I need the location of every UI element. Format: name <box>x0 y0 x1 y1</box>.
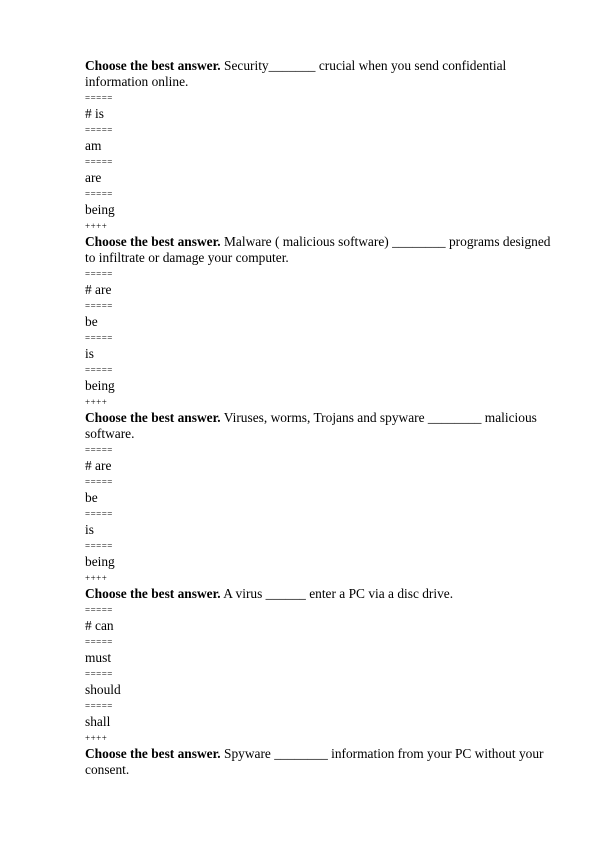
answer-option: being <box>85 378 115 393</box>
option-separator: ===== <box>85 701 113 711</box>
option-separator: ===== <box>85 541 113 551</box>
question-prefix: Choose the best answer. <box>85 586 221 601</box>
question-text: Security_______ crucial when you send confidential information online. <box>85 58 507 89</box>
question-terminator: ++++ <box>85 221 108 231</box>
answer-option: shall <box>85 714 111 729</box>
question-terminator: ++++ <box>85 573 108 583</box>
question-4 <box>85 586 555 602</box>
option-separator: ===== <box>85 637 113 647</box>
question-terminator: ++++ <box>85 733 108 743</box>
answer-option: be <box>85 490 98 505</box>
question-text: Spyware ________ information from your PC without your consent. <box>85 746 544 777</box>
option-separator: ===== <box>85 477 113 487</box>
answer-option: should <box>85 682 121 697</box>
option-separator: ===== <box>85 333 113 343</box>
question-prefix: Choose the best answer. <box>85 410 221 425</box>
option-separator: ===== <box>85 669 113 679</box>
option-separator: ===== <box>85 189 113 199</box>
option-separator: ===== <box>85 93 113 103</box>
question-text: Viruses, worms, Trojans and spyware ________ malicious software. <box>85 410 537 441</box>
question-text: Malware ( malicious software) ________ programs designed to infiltrate or damage your computer. <box>85 234 551 265</box>
option-separator: ===== <box>85 157 113 167</box>
question-5 <box>85 746 555 778</box>
answer-option: is <box>85 346 94 361</box>
question-prefix: Choose the best answer. <box>85 234 221 249</box>
option-separator: ===== <box>85 605 113 615</box>
option-separator: ===== <box>85 509 113 519</box>
option-separator: ===== <box>85 125 113 135</box>
question-3 <box>85 410 555 442</box>
option-separator: ===== <box>85 269 113 279</box>
question-2 <box>85 234 555 266</box>
answer-option: be <box>85 314 98 329</box>
correct-answer-option: # can <box>85 618 114 633</box>
answer-option: are <box>85 170 102 185</box>
option-separator: ===== <box>85 301 113 311</box>
correct-answer-option: # are <box>85 458 112 473</box>
correct-answer-option: # are <box>85 282 112 297</box>
correct-answer-option: # is <box>85 106 104 121</box>
question-prefix: Choose the best answer. <box>85 58 221 73</box>
answer-option: am <box>85 138 102 153</box>
question-1 <box>85 58 555 90</box>
question-text: A virus ______ enter a PC via a disc drive. <box>220 586 454 601</box>
option-separator: ===== <box>85 445 113 455</box>
answer-option: is <box>85 522 94 537</box>
quiz-content <box>85 58 555 778</box>
answer-option: must <box>85 650 112 665</box>
answer-option: being <box>85 554 115 569</box>
option-separator: ===== <box>85 365 113 375</box>
answer-option: being <box>85 202 115 217</box>
question-prefix: Choose the best answer. <box>85 746 221 761</box>
question-terminator: ++++ <box>85 397 108 407</box>
